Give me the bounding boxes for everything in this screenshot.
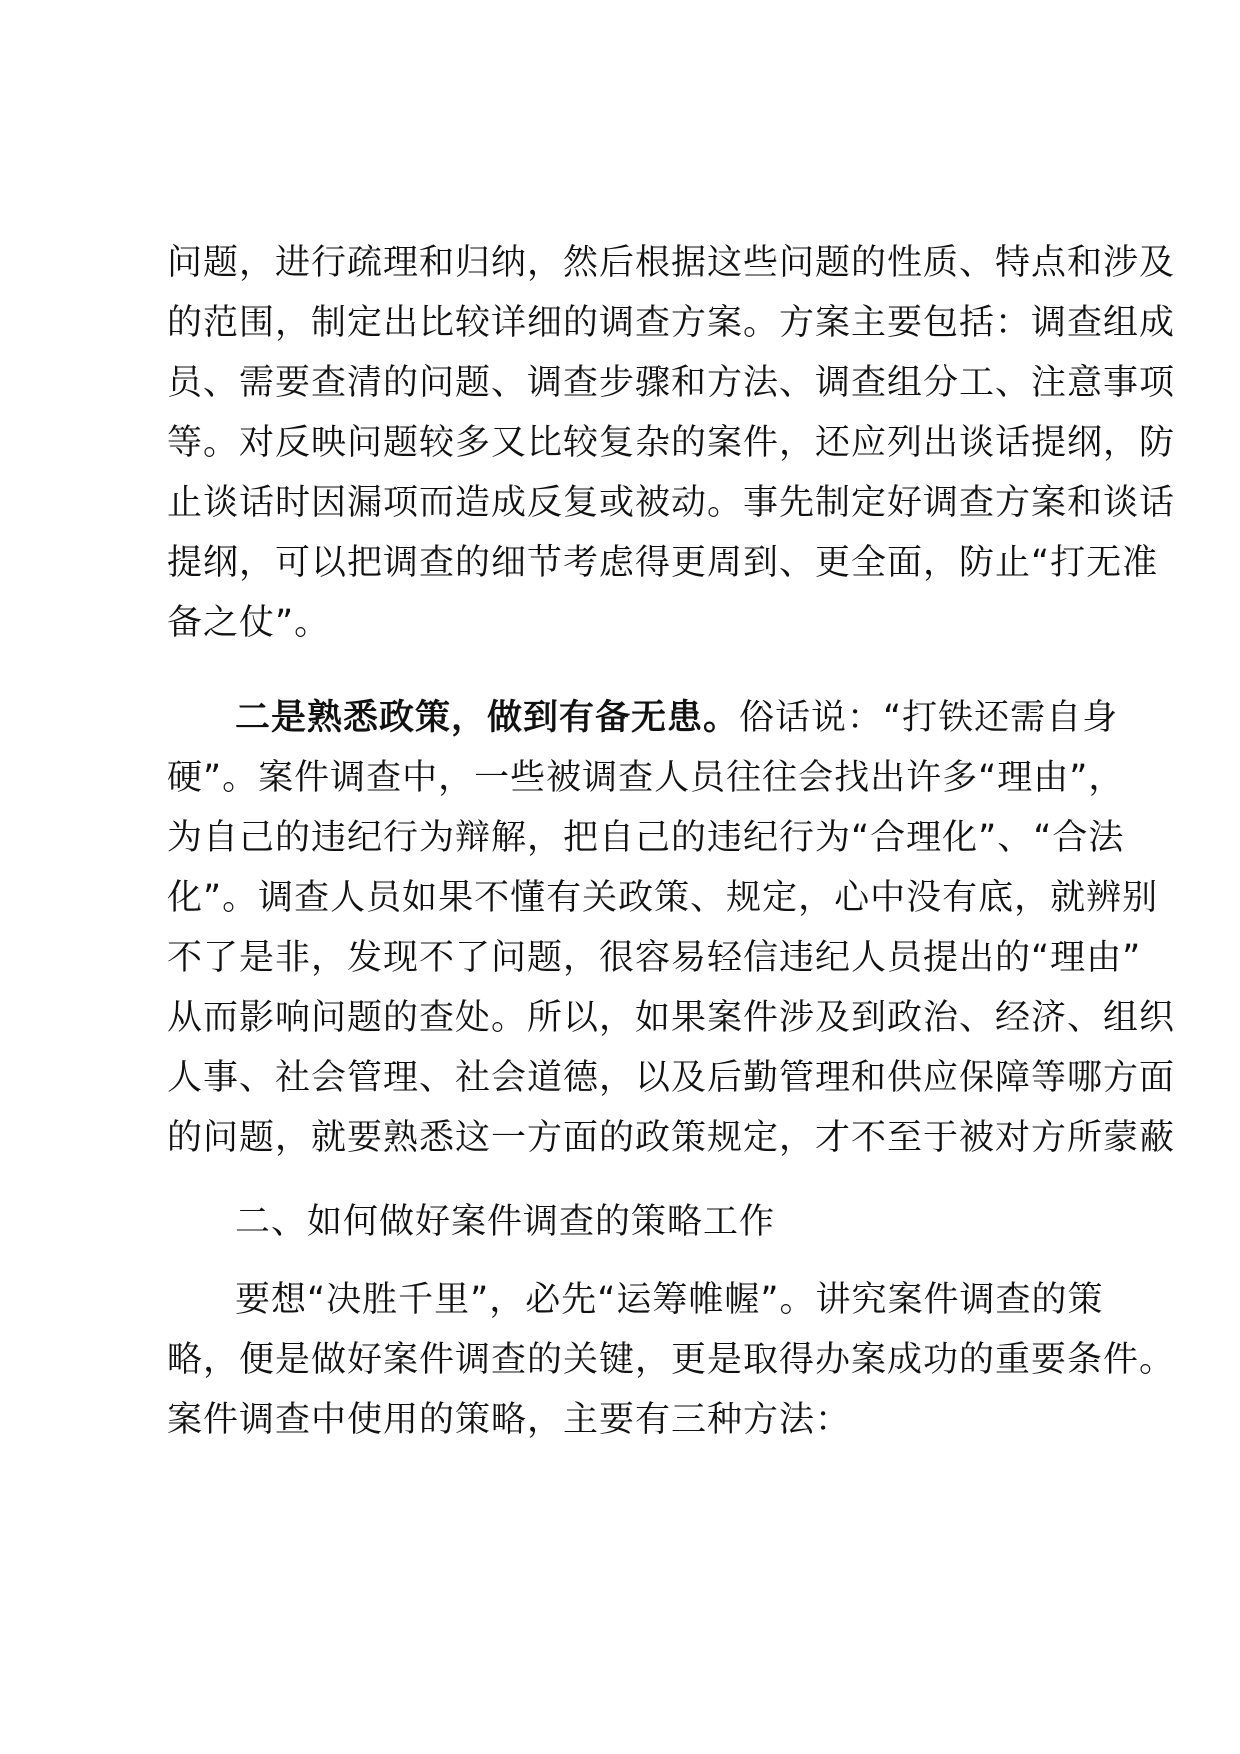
text-line: 略，便是做好案件调查的关键，更是取得办案成功的重要条件。: [167, 1340, 1176, 1380]
text-line: 问题，进行疏理和归纳，然后根据这些问题的性质、特点和涉及: [167, 243, 1176, 283]
text-line: 为自己的违纪行为辩解，把自己的违纪行为“合理化”、“合法: [167, 818, 1125, 858]
text-line: 的问题，就要熟悉这一方面的政策规定，才不至于被对方所蒙蔽: [167, 1118, 1176, 1158]
bold-lead-sentence: 二是熟悉政策，做到有备无患。: [235, 698, 740, 738]
text-line: 止谈话时因漏项而造成反复或被动。事先制定好调查方案和谈话: [167, 483, 1176, 523]
text-line: 提纲，可以把调查的细节考虑得更周到、更全面，防止“打无准: [167, 543, 1159, 583]
text-line: 化”。调查人员如果不懂有关政策、规定，心中没有底，就辨别: [167, 878, 1159, 918]
text-line: 人事、社会管理、社会道德，以及后勤管理和供应保障等哪方面: [167, 1058, 1176, 1098]
heading-text: 二、如何做好案件调查的策略工作: [235, 1202, 776, 1242]
text-line: 员、需要查清的问题、调查步骤和方法、调查组分工、注意事项: [167, 363, 1176, 403]
paragraph-investigation-plan: [167, 233, 1176, 653]
text-line: 不了是非，发现不了问题，很容易轻信违纪人员提出的“理由”: [167, 938, 1142, 978]
paragraph-strategy: [167, 1270, 1176, 1450]
text-line: 硬”。案件调查中，一些被调查人员往往会找出许多“理由”，: [167, 758, 1125, 798]
text-line: 等。对反映问题较多又比较复杂的案件，还应列出谈话提纲，防: [167, 423, 1176, 463]
text-line: 的范围，制定出比较详细的调查方案。方案主要包括：调查组成: [167, 303, 1176, 343]
text-line-first: 要想“决胜千里”，必先“运筹帷幄”。讲究案件调查的策: [235, 1280, 1104, 1320]
first-line-rest: 俗话说：“打铁还需自身: [739, 698, 1119, 738]
text-line: 案件调查中使用的策略，主要有三种方法：: [167, 1400, 852, 1440]
text-line: 从而影响问题的查处。所以，如果案件涉及到政治、经济、组织: [167, 998, 1176, 1038]
text-line-first: [167, 688, 1119, 748]
text-line: 备之仗”。: [167, 603, 331, 643]
section-heading: [167, 1192, 1095, 1252]
paragraph-familiar-with-policy: [167, 688, 1176, 1168]
